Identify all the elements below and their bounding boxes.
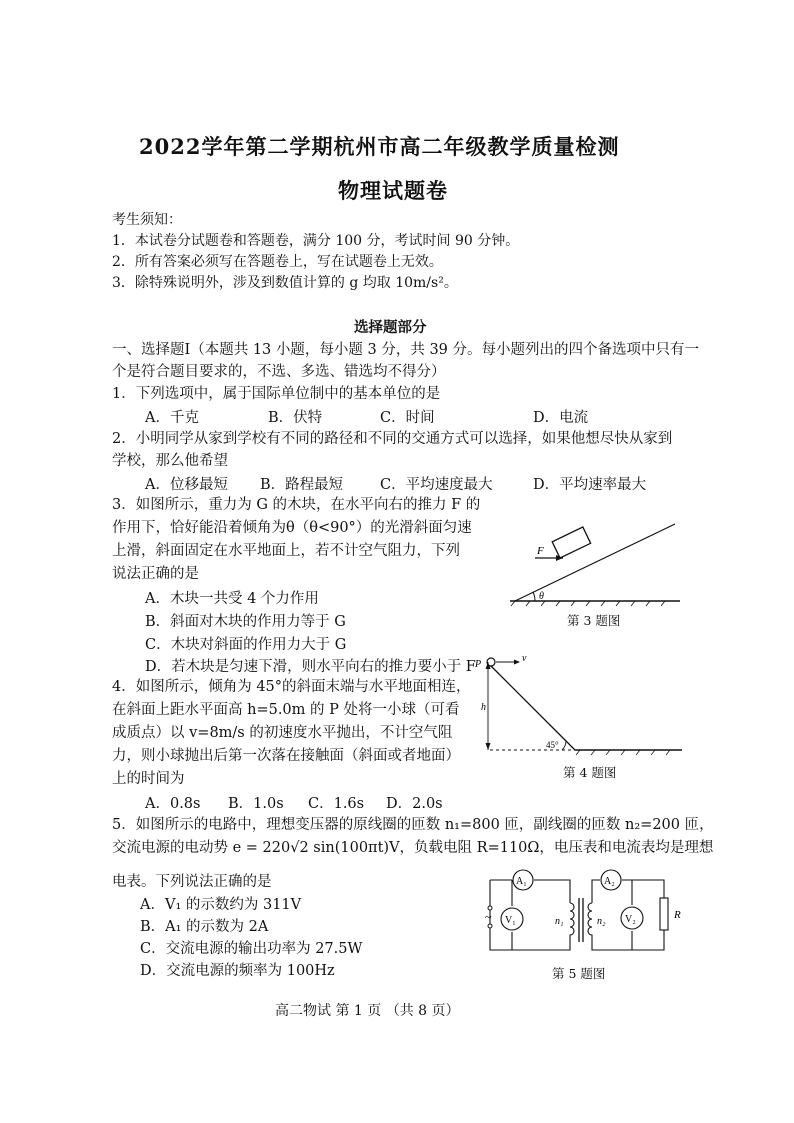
q5-figure [482,868,692,963]
q4-angle-arc [562,741,566,750]
q5-label-n2: n₂ [597,916,606,927]
q1-option-c: C．时间 [380,410,435,426]
notice-item-3: 3．除特殊说明外，涉及到数值计算的 g 均取 10m/s²。 [112,275,458,291]
q2-option-c: C．平均速度最大 [380,477,493,493]
q5-stem-line-2: 交流电源的电动势 e = 220√2 sin(100πt)V，负载电阻 R=110Ω，电压表和电流表均是理想 [112,840,714,856]
q3-stem-line-2: 作用下，恰好能沿着倾角为θ（θ<90°）的光滑斜面匀速 [112,520,472,536]
q5-option-c: C．交流电源的输出功率为 27.5W [140,941,363,957]
q4-stem-line-4: 力，则小球抛出后第一次落在接触面（斜面或者地面） [112,748,460,764]
q4-option-a: A．0.8s [145,796,201,812]
q5-label-source: ~ [485,910,492,924]
exam-subtitle: 物理试题卷 [338,178,448,203]
q4-label-velocity: v [522,653,527,664]
q5-label-r: R [674,909,681,921]
q5-label-n1: n₁ [555,916,564,927]
q3-option-d: D．若木块是匀速下滑，则水平向右的推力要小于 F [145,659,476,675]
q5-option-b: B．A₁ 的示数为 2A [140,919,269,935]
q5-stem-line-3: 电表。下列说法正确的是 [112,874,272,890]
q3-stem-line-3: 上滑，斜面固定在水平地面上，若不计空气阻力，下列 [112,543,460,559]
q3-figure-caption: 第 3 题图 [567,613,621,628]
q3-option-b: B．斜面对木块的作用力等于 G [145,614,346,630]
q3-stem-line-4: 说法正确的是 [112,566,199,582]
notice-item-1: 1．本试卷分试题卷和答题卷，满分 100 分，考试时间 90 分钟。 [112,233,520,249]
q5-option-a: A．V₁ 的示数约为 311V [140,897,302,913]
section-intro-line-1: 一、选择题Ⅰ（本题共 13 小题，每小题 3 分，共 39 分。每小题列出的四个备选项中只有一 [112,342,700,358]
page-footer: 高二物试 第 1 页 （共 8 页） [275,1003,460,1019]
q4-label-point: P [475,659,482,670]
q3-option-a: A．木块一共受 4 个力作用 [145,591,319,607]
q3-option-c: C．木块对斜面的作用力大于 G [145,637,347,653]
q4-option-b: B．1.0s [228,796,284,812]
q3-incline [515,524,675,601]
q5-label-v1: V₁ [505,915,516,926]
q4-stem-line-5: 上的时间为 [112,771,185,787]
q2-option-d: D．平均速率最大 [533,477,647,493]
q4-stem-line-3: 成质点）以 v=8m/s 的初速度水平抛出，不计空气阻 [112,725,453,741]
q5-label-a1: A₁ [516,876,527,887]
q5-stem-line-1: 5．如图所示的电路中，理想变压器的原线圈的匝数 n₁=800 匝，副线圈的匝数 n₂=200 匝， [112,817,714,833]
q4-label-height: h [481,702,486,713]
q3-block [552,527,590,558]
q2-stem-line-1: 2．小明同学从家到学校有不同的路径和不同的交通方式可以选择，如果他想尽快从家到 [112,431,673,447]
section-intro-line-2: 个是符合题目要求的，不选、多选、错选均不得分） [112,364,446,380]
q4-ground-hatch [576,750,670,755]
q5-figure-caption: 第 5 题图 [552,966,606,981]
q5-label-a2: A₂ [604,876,615,887]
q4-stem-line-2: 在斜面上距水平面高 h=5.0m 的 P 处将一小球（可看 [112,702,460,718]
q4-label-angle: 45° [546,740,559,750]
q4-figure-caption: 第 4 题图 [563,765,617,780]
q5-coil-secondary [588,903,592,938]
q1-option-a: A．千克 [145,410,199,426]
q3-angle-arc [533,592,535,601]
q3-ground-hatch [511,601,665,606]
exam-title: 2022学年第二学期杭州市高二年级教学质量检测 [139,134,620,159]
q4-option-c: C．1.6s [308,796,365,812]
section-title: 选择题部分 [354,319,427,336]
q3-label-force: F [537,545,544,557]
notice-heading: 考生须知： [112,212,182,228]
q2-stem-line-2: 学校，那么他希望 [112,453,228,469]
q5-option-d: D．交流电源的频率为 100Hz [140,963,335,979]
q5-coil-primary [570,903,574,938]
q1-stem: 1．下列选项中，属于国际单位制中的基本单位的是 [112,386,441,402]
q2-option-b: B．路程最短 [260,477,344,493]
q4-figure [470,652,685,762]
q1-option-b: B．伏特 [268,410,323,426]
q5-label-v2: V₂ [625,914,636,925]
q4-height-arrow-down [486,743,491,750]
q3-label-angle: θ [539,591,544,602]
q4-option-d: D．2.0s [386,796,443,812]
q3-stem-line-1: 3．如图所示，重力为 G 的木块，在水平向右的推力 F 的 [112,497,481,513]
q2-option-a: A．位移最短 [145,477,228,493]
q1-option-d: D．电流 [533,410,589,426]
q4-velocity-arrowhead [514,660,520,665]
notice-item-2: 2．所有答案必须写在答题卷上，写在试题卷上无效。 [112,254,443,270]
q4-stem-line-1: 4．如图所示，倾角为 45°的斜面末端与水平地面相连， [112,679,471,695]
q4-incline [491,666,575,750]
q5-source-terminal-bottom [488,924,492,928]
q5-resistor [660,898,668,930]
